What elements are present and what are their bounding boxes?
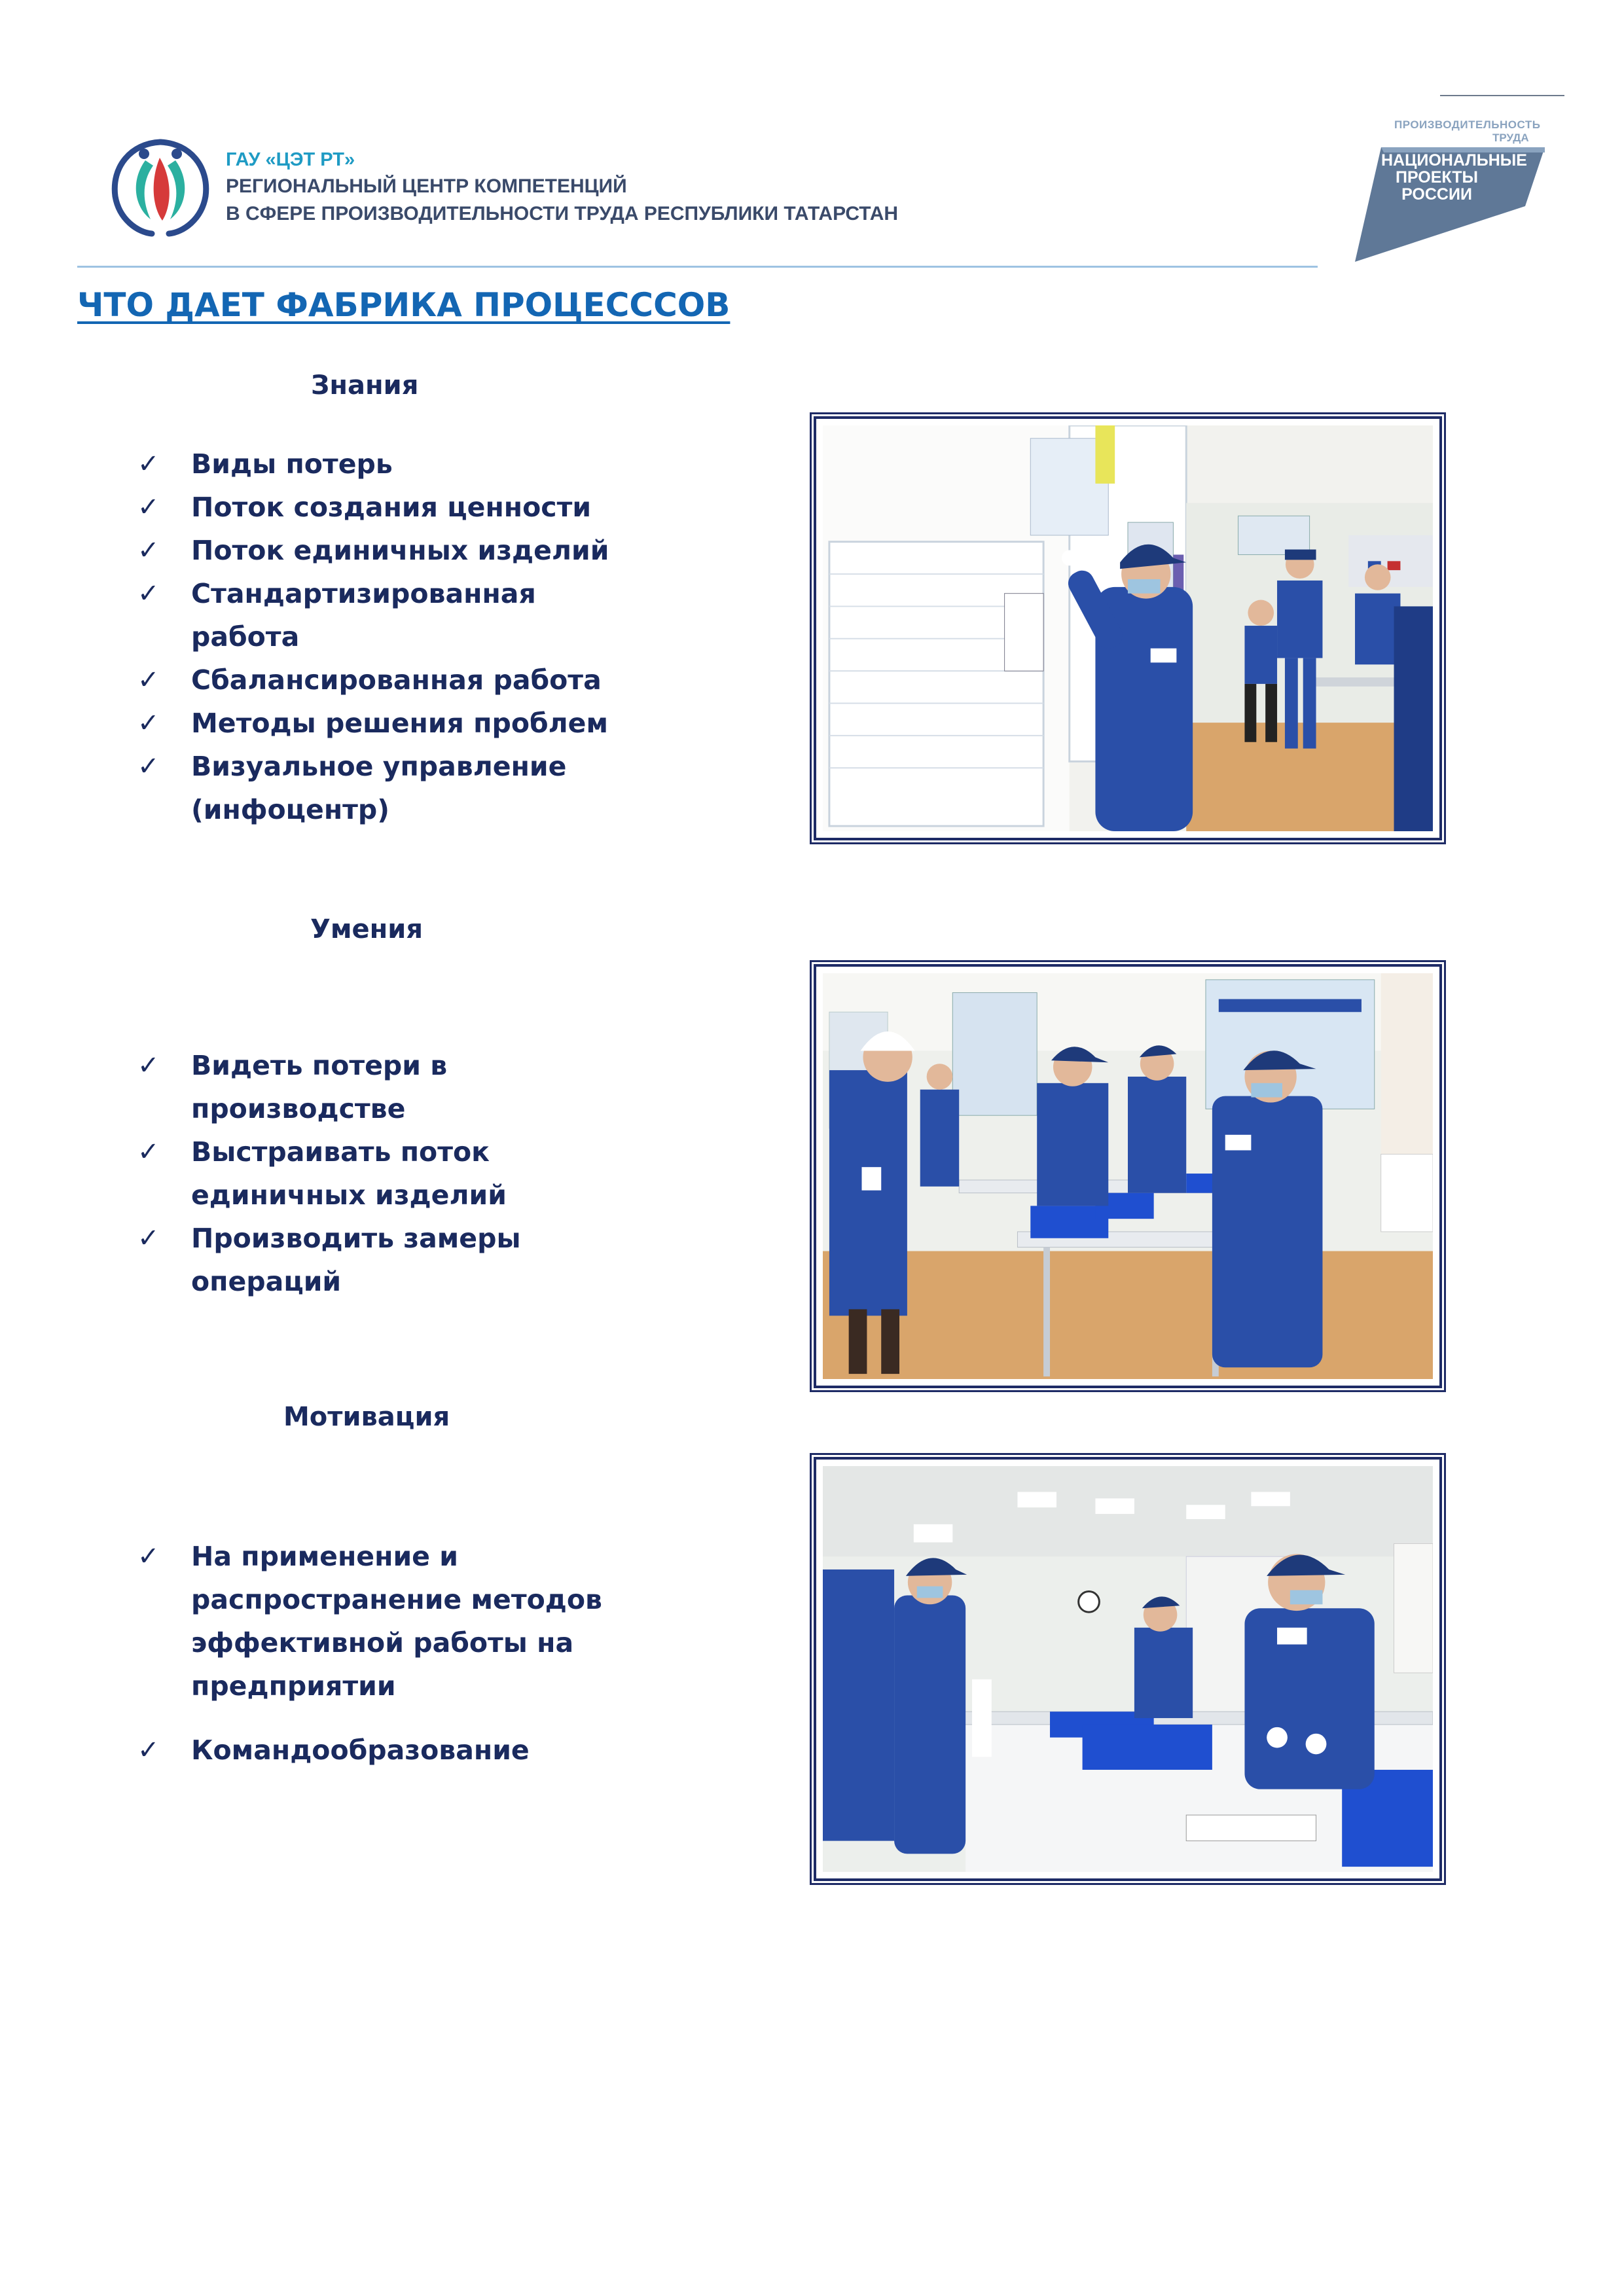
checkmark-icon: ✓ [137,751,160,781]
checkmark-icon: ✓ [137,535,160,565]
list-item: ✓ Производить замеры операций [137,1217,648,1303]
org-subtitle-line-1: РЕГИОНАЛЬНЫЙ ЦЕНТР КОМПЕТЕНЦИЙ [226,175,627,197]
page-title: ЧТО ДАЕТ ФАБРИКА ПРОЦЕСССОВ [77,286,731,324]
list-item: ✓ Визуальное управление (инфоцентр) [137,745,648,831]
checkmark-icon: ✓ [137,449,160,479]
photo-infocenter-board [814,416,1442,840]
list-item: ✓ Виды потерь [137,442,648,486]
photo-team-assembly [814,1457,1442,1881]
motivation-list [137,1535,648,1772]
checkmark-icon: ✓ [137,1137,160,1167]
knowledge-list [137,442,648,831]
checkmark-icon: ✓ [137,1223,160,1253]
checkmark-icon: ✓ [137,579,160,609]
checkmark-icon: ✓ [137,1050,160,1081]
top-right-divider [1440,95,1564,96]
org-name: ГАУ «ЦЭТ РТ» [226,149,355,170]
checkmark-icon: ✓ [137,1735,160,1765]
checkmark-icon: ✓ [137,492,160,522]
checkmark-icon: ✓ [137,665,160,695]
list-item: ✓ Видеть потери в производстве [137,1044,648,1130]
checkmark-icon: ✓ [137,1541,160,1571]
section-heading-skills: Умения [310,914,424,944]
emblem-title-line-2: ПРОЕКТЫ [1395,168,1479,187]
header-divider [77,266,1318,268]
skills-list [137,1044,648,1303]
list-item: ✓ Командообразование [137,1729,648,1772]
emblem-caption-line-1: ПРОИЗВОДИТЕЛЬНОСТЬ [1394,118,1541,131]
emblem-caption-line-2: ТРУДА [1492,132,1529,144]
list-item: ✓ Поток единичных изделий [137,529,648,572]
photo-workstations [814,964,1442,1388]
list-item: ✓ Сбалансированная работа [137,658,648,702]
org-logo [105,134,216,239]
list-item: ✓ Поток создания ценности [137,486,648,529]
section-heading-knowledge: Знания [311,370,419,401]
emblem-title-line-1: НАЦИОНАЛЬНЫЕ [1381,151,1527,170]
list-item: ✓ Методы решения проблем [137,702,648,745]
list-item: ✓ Стандартизированная работа [137,572,648,658]
org-subtitle-line-2: В СФЕРЕ ПРОИЗВОДИТЕЛЬНОСТИ ТРУДА РЕСПУБЛИКИ ТАТАРСТАН [226,203,899,224]
checkmark-icon: ✓ [137,708,160,738]
list-item: ✓ Выстраивать поток единичных изделий [137,1130,648,1217]
list-item: ✓ На применение и распространение методов эффективной работы на предприятии [137,1535,648,1708]
section-heading-motivation: Мотивация [283,1402,450,1432]
emblem-title-line-3: РОССИИ [1401,185,1472,204]
